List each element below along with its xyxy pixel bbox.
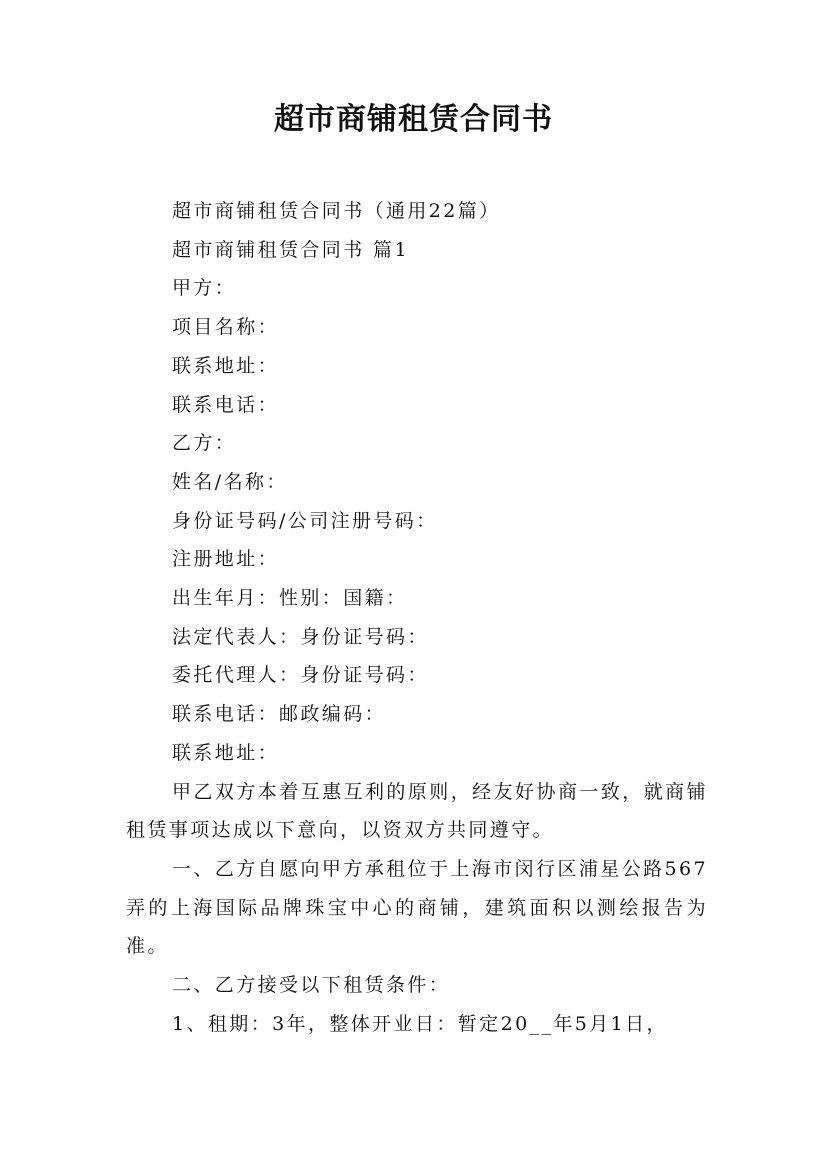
party-a-phone: 联系电话：	[172, 393, 280, 416]
party-b-id-number: 身份证号码/公司注册号码：	[172, 509, 438, 532]
section-heading: 超市商铺租赁合同书 篇1	[172, 238, 409, 261]
party-b-name: 姓名/名称：	[172, 470, 288, 493]
party-a-project-name: 项目名称：	[172, 316, 280, 339]
party-b-legal-rep: 法定代表人：身份证号码：	[172, 625, 429, 648]
party-b-birth-gender-nationality: 出生年月：性别：国籍：	[172, 587, 408, 610]
party-a-label: 甲方：	[172, 277, 237, 300]
document-subtitle: 超市商铺租赁合同书（通用22篇）	[172, 200, 501, 222]
intro-paragraph: 甲乙双方本着互惠互利的原则，经友好协商一致，就商铺租赁事项达成以下意向，以资双方共同遵守。	[126, 780, 708, 842]
clause-2-item-1: 1、租期：3年，整体开业日：暂定20__年5月1日，	[172, 1012, 668, 1035]
clause-2: 二、乙方接受以下租赁条件：	[172, 974, 451, 997]
party-b-address: 联系地址：	[172, 741, 280, 764]
party-a-address: 联系地址：	[172, 354, 280, 377]
document-title: 超市商铺租赁合同书	[274, 102, 553, 137]
document-body	[126, 192, 708, 1043]
party-b-agent: 委托代理人：身份证号码：	[172, 664, 429, 687]
party-b-phone-postcode: 联系电话：邮政编码：	[172, 703, 387, 726]
clause-1: 一、乙方自愿向甲方承租位于上海市闵行区浦星公路567弄的上海国际品牌珠宝中心的商铺，建筑面积以测绘报告为准。	[126, 857, 708, 958]
party-b-label: 乙方：	[172, 432, 237, 455]
party-b-registered-address: 注册地址：	[172, 548, 280, 571]
